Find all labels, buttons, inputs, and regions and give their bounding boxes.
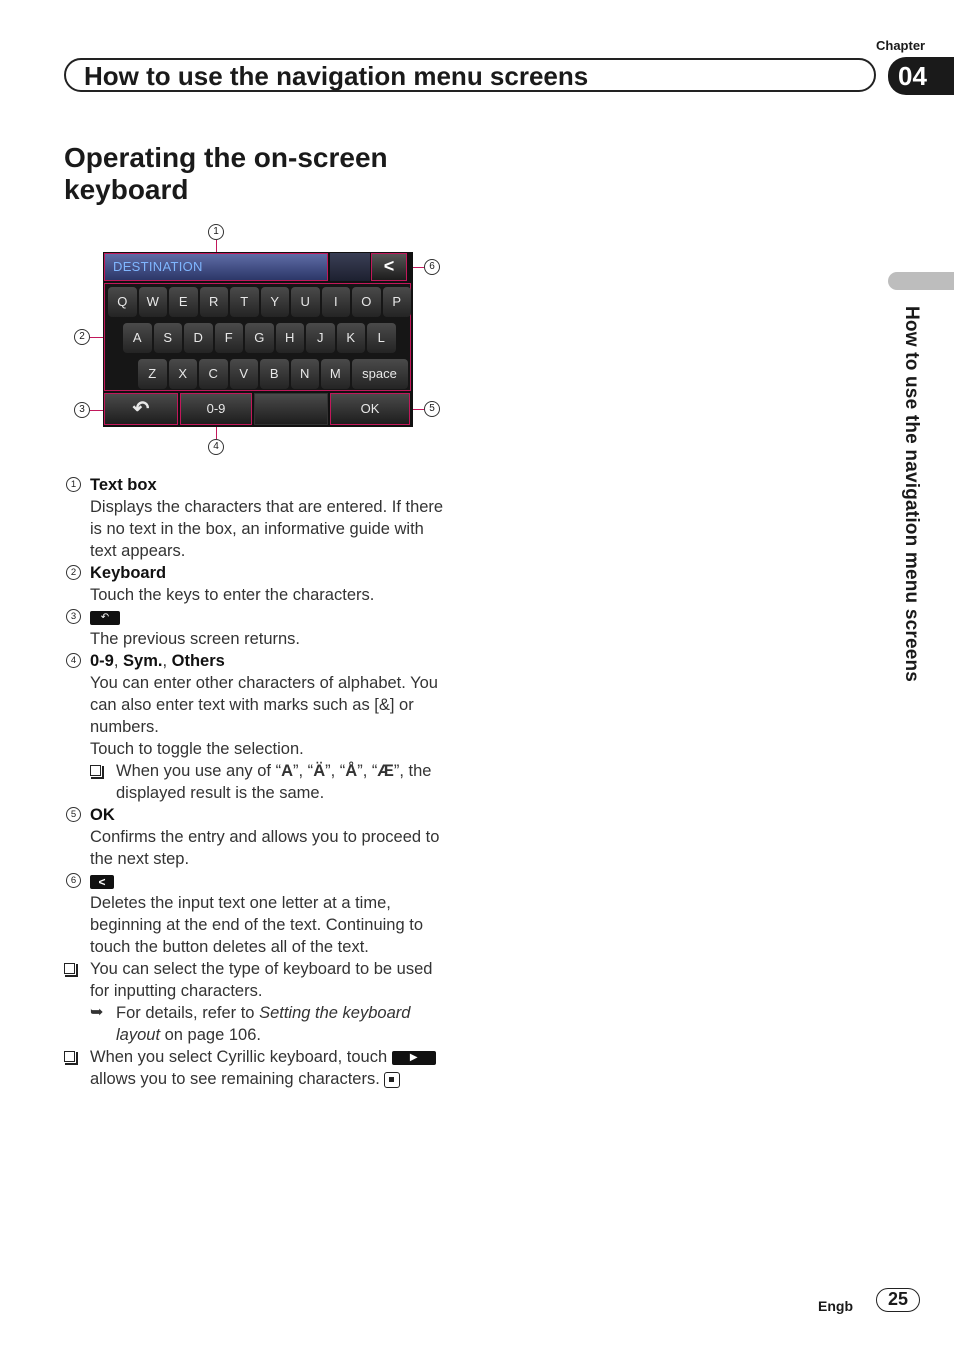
item-term: Sym.	[123, 652, 163, 670]
mode-toggle-button[interactable]: 0-9	[180, 393, 252, 425]
note-char: A	[281, 762, 294, 780]
callout-1: 1	[208, 224, 224, 240]
note-char: Ä	[313, 762, 326, 780]
key-y[interactable]: Y	[261, 287, 290, 317]
key-space[interactable]: space	[352, 359, 408, 389]
page-number: 25	[876, 1288, 920, 1312]
reference	[90, 1002, 448, 1046]
note-bullet-icon	[64, 1051, 75, 1062]
reference-text: For details, refer to	[116, 1004, 260, 1022]
reference-arrow-icon: ➥	[90, 1004, 104, 1021]
note-text: ”, “	[357, 762, 378, 780]
item-term: OK	[90, 806, 115, 824]
keyboard-figure	[66, 222, 456, 462]
key-o[interactable]: O	[352, 287, 381, 317]
item-description: You can enter other characters of alphabet. You can also enter text with marks such as [&] or numbers.	[90, 674, 438, 736]
back-button[interactable]: ↶	[104, 393, 178, 425]
footer-language: Engb	[818, 1298, 853, 1314]
chapter-number: 04	[888, 57, 954, 95]
key-g[interactable]: G	[245, 323, 274, 353]
item-number: 3	[66, 609, 81, 624]
header-title: How to use the navigation menu screens	[84, 61, 589, 91]
key-q[interactable]: Q	[108, 287, 137, 317]
item-description: Touch the keys to enter the characters.	[90, 586, 375, 604]
list-item	[64, 606, 448, 650]
callout-line	[90, 337, 104, 338]
reference-link[interactable]: Setting the keyboard layout	[116, 1004, 411, 1044]
keyboard-row-2	[123, 323, 396, 353]
list-item	[64, 870, 448, 958]
chapter-label: Chapter	[876, 38, 926, 53]
item-description: Confirms the entry and allows you to proceed to the next step.	[90, 828, 440, 868]
item-term: Keyboard	[90, 564, 167, 582]
item-number: 2	[66, 565, 81, 580]
keyboard-keys	[104, 283, 411, 391]
item-number: 4	[66, 653, 81, 668]
term-separator: ,	[113, 652, 124, 670]
note-text: When you use any of “	[116, 762, 282, 780]
key-h[interactable]: H	[276, 323, 305, 353]
description-list	[64, 474, 448, 1090]
callout-2: 2	[74, 329, 90, 345]
key-c[interactable]: C	[199, 359, 228, 389]
callout-5: 5	[424, 401, 440, 417]
key-v[interactable]: V	[230, 359, 259, 389]
delete-key[interactable]: <	[371, 253, 407, 281]
key-w[interactable]: W	[139, 287, 168, 317]
key-t[interactable]: T	[230, 287, 259, 317]
note-bullet-icon	[90, 765, 101, 776]
note-char: Æ	[377, 762, 394, 780]
item-description: Deletes the input text one letter at a time, beginning at the end of the text. Continuing to touch the button deletes all of the text.	[90, 894, 423, 956]
callout-line	[90, 410, 104, 411]
key-z[interactable]: Z	[138, 359, 167, 389]
delete-icon: <	[90, 875, 114, 889]
key-s[interactable]: S	[154, 323, 183, 353]
callout-6: 6	[424, 259, 440, 275]
item-term: 0-9	[90, 652, 114, 670]
list-item	[64, 474, 448, 562]
key-k[interactable]: K	[337, 323, 366, 353]
side-tab-text: How to use the navigation menu screens	[901, 306, 922, 683]
item-description: Touch to toggle the selection.	[90, 740, 304, 758]
note-bullet-icon	[64, 963, 75, 974]
note-text: allows you to see remaining characters.	[90, 1070, 380, 1088]
empty-button	[254, 393, 328, 425]
end-mark-icon	[384, 1072, 400, 1088]
key-j[interactable]: J	[306, 323, 335, 353]
list-item	[64, 804, 448, 870]
item-number: 6	[66, 873, 81, 888]
note	[90, 760, 448, 804]
play-icon: ▶	[392, 1051, 436, 1065]
note-text: ”, “	[293, 762, 314, 780]
note-text: You can select the type of keyboard to be used for inputting characters.	[90, 960, 433, 1000]
key-x[interactable]: X	[169, 359, 198, 389]
key-d[interactable]: D	[184, 323, 213, 353]
list-item	[64, 562, 448, 606]
key-r[interactable]: R	[200, 287, 229, 317]
note	[64, 1046, 448, 1090]
key-f[interactable]: F	[215, 323, 244, 353]
callout-line	[216, 425, 217, 439]
note-text: ”, the displayed result is the same.	[116, 762, 432, 802]
term-separator: ,	[162, 652, 172, 670]
list-item	[64, 650, 448, 804]
item-term: Text box	[90, 476, 157, 494]
key-l[interactable]: L	[367, 323, 396, 353]
side-tab-marker	[888, 272, 954, 290]
keyboard-row-3	[138, 359, 408, 389]
key-b[interactable]: B	[260, 359, 289, 389]
text-box-extension	[330, 253, 370, 281]
key-p[interactable]: P	[383, 287, 412, 317]
note-char: Å	[345, 762, 358, 780]
item-number: 1	[66, 477, 81, 492]
key-i[interactable]: I	[322, 287, 351, 317]
key-m[interactable]: M	[321, 359, 350, 389]
note-text: When you select Cyrillic keyboard, touch	[90, 1048, 388, 1066]
item-description: Displays the characters that are entered. If there is no text in the box, an informative guide with text appears.	[90, 498, 444, 560]
key-a[interactable]: A	[123, 323, 152, 353]
key-u[interactable]: U	[291, 287, 320, 317]
note	[64, 958, 448, 1046]
item-number: 5	[66, 807, 81, 822]
ok-button[interactable]: OK	[330, 393, 410, 425]
key-n[interactable]: N	[291, 359, 320, 389]
reference-text: on page 106.	[160, 1026, 261, 1044]
note-text: ”, “	[325, 762, 346, 780]
section-title: Operating the on-screen keyboard	[64, 142, 388, 205]
callout-3: 3	[74, 402, 90, 418]
key-e[interactable]: E	[169, 287, 198, 317]
back-arrow-icon: ↶	[90, 611, 120, 625]
keyboard-row-1	[108, 287, 411, 317]
callout-4: 4	[208, 439, 224, 455]
item-term: Others	[171, 652, 225, 670]
text-box[interactable]: DESTINATION	[104, 253, 328, 281]
item-description: The previous screen returns.	[90, 630, 301, 648]
